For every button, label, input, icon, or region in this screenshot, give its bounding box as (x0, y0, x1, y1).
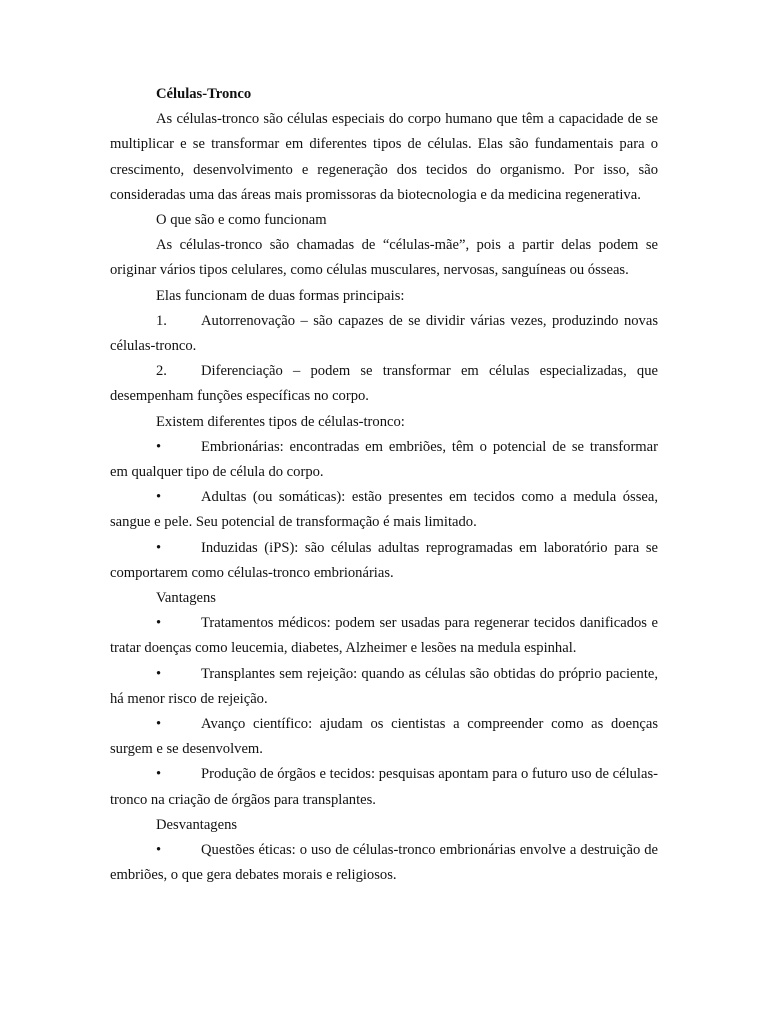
bullet-marker: • (156, 438, 162, 455)
list-item-text: Diferenciação – podem se transformar em células especializadas, que desempenham funções específicas no corpo. (110, 363, 658, 405)
list-item-text: Adultas (ou somáticas): estão presentes em tecidos como a medula óssea, sangue e pele. Seu potencial de transformação é mais limitado. (110, 489, 658, 531)
numbered-list-item (110, 359, 658, 409)
list-item-text: Transplantes sem rejeição: quando as células são obtidas do próprio paciente, há menor risco de rejeição. (110, 665, 658, 707)
list-item-text: Autorrenovação – são capazes de se dividir várias vezes, produzindo novas células-tronco. (110, 312, 658, 355)
list-item-text: Embrionárias: encontradas em embriões, têm o potencial de se transformar em qualquer tipo de célula do corpo. (110, 438, 658, 481)
section-heading-vantagens: Vantagens (156, 590, 216, 607)
bullet-list-item (110, 485, 658, 535)
bullet-marker: • (156, 842, 162, 859)
list-item-text: Produção de órgãos e tecidos: pesquisas apontam para o futuro uso de células-tronco na criação de órgãos para transplantes. (110, 766, 658, 808)
list-item-text: Questões éticas: o uso de células-tronco embrionárias envolve a destruição de embriões, o que gera debates morais e religiosos. (110, 842, 658, 884)
bullet-marker: • (156, 489, 162, 506)
bullet-marker: • (156, 716, 162, 733)
list-item-text: Tratamentos médicos: podem ser usadas para regenerar tecidos danificados e tratar doenças como leucemia, diabetes, Alzheimer e lesões na medula espinhal. (110, 615, 658, 657)
bullet-marker: • (156, 766, 162, 783)
section-heading-desvantagens: Desvantagens (156, 816, 238, 833)
document-title: Células-Tronco (156, 86, 252, 102)
section-lead-formas: Elas funcionam de duas formas principais: (156, 287, 405, 304)
bullet-list-item (110, 838, 658, 888)
numbered-list-item (110, 309, 658, 359)
bullet-marker: • (156, 539, 162, 556)
bullet-marker: • (156, 615, 162, 632)
bullet-list-item (110, 435, 658, 485)
document-page (110, 82, 658, 889)
section-lead-tipos: Existem diferentes tipos de células-tronco: (156, 413, 405, 430)
list-marker: 2. (156, 363, 167, 380)
bullet-list-item (110, 536, 658, 586)
bullet-marker: • (156, 665, 162, 682)
intro-paragraph: As células-tronco são células especiais do corpo humano que têm a capacidade de se multiplicar e se transformar em diferentes tipos de células. Elas são fundamentais para o crescimento, desenvolvimento e regeneração dos tecidos do organismo. Por isso, são consideradas uma das áreas mais promissoras da biotecnologia e da medicina regenerativa. (110, 111, 658, 203)
bullet-list-item (110, 712, 658, 762)
bullet-list-item (110, 662, 658, 712)
list-item-text: Induzidas (iPS): são células adultas reprogramadas em laboratório para se comportarem como células-tronco embrionárias. (110, 539, 658, 581)
section-heading-o-que-sao: O que são e como funcionam (156, 212, 327, 229)
list-item-text: Avanço científico: ajudam os cientistas a compreender como as doenças surgem e se desenvolvem. (110, 716, 658, 758)
bullet-list-item (110, 762, 658, 812)
section-paragraph-celulas-mae: As células-tronco são chamadas de “células-mãe”, pois a partir delas podem se originar vários tipos celulares, como células musculares, nervosas, sanguíneas ou ósseas. (110, 237, 658, 279)
list-marker: 1. (156, 312, 167, 329)
bullet-list-item (110, 611, 658, 661)
